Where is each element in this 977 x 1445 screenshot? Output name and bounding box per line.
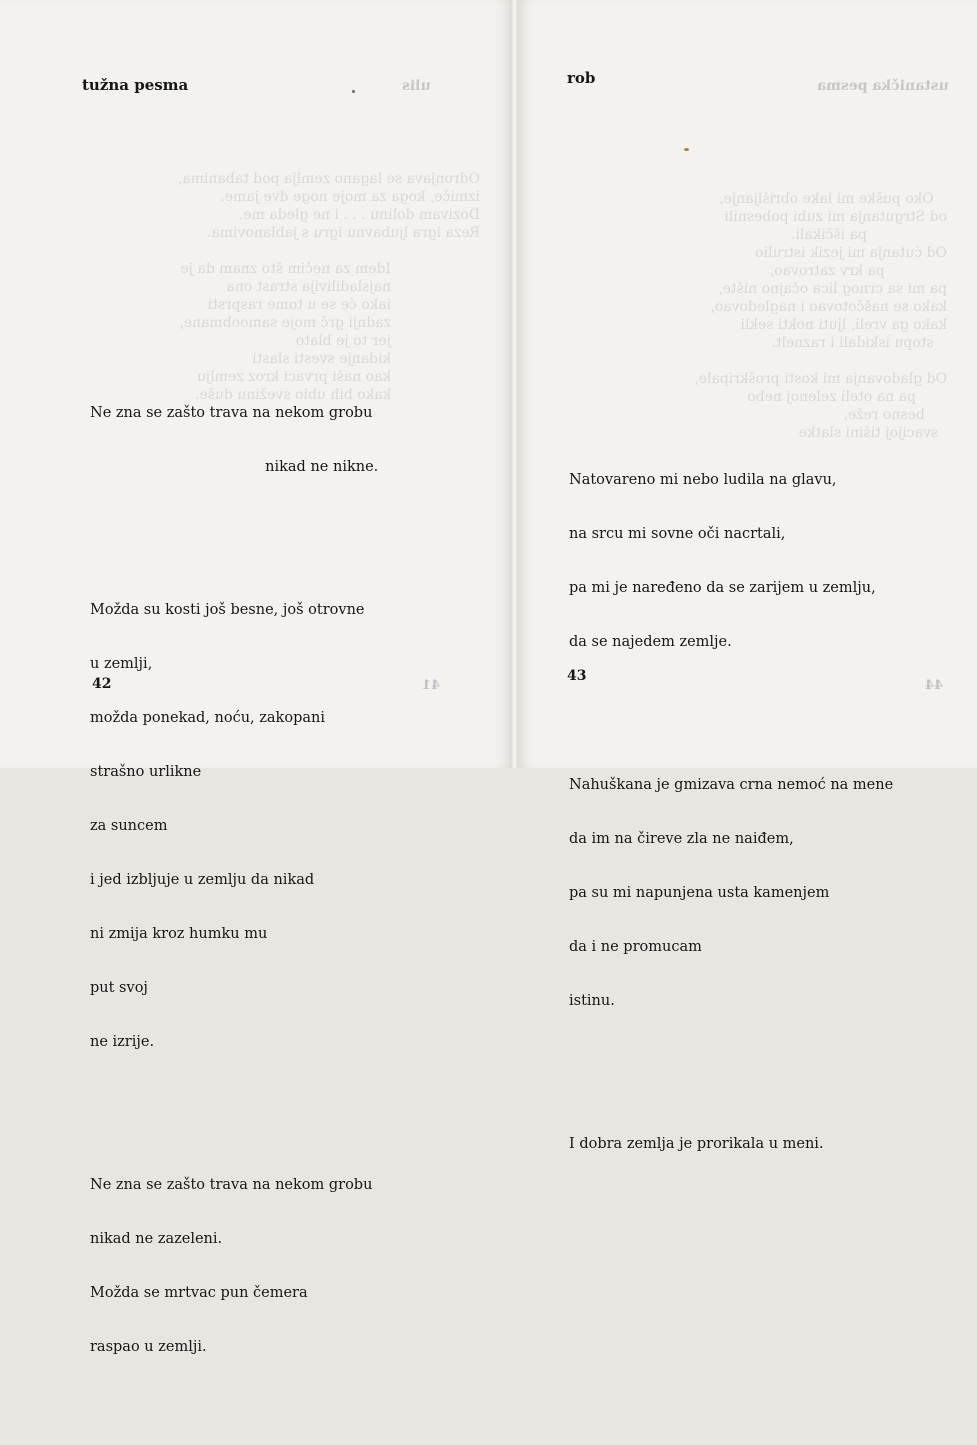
poem-line: u zemlji, bbox=[90, 656, 153, 672]
poem-title: rob bbox=[567, 69, 596, 87]
page-number: 42 bbox=[92, 676, 112, 692]
page-number: 43 bbox=[567, 668, 587, 684]
poem-line: I dobra zemlja je prorikala u meni. bbox=[569, 1136, 824, 1152]
stanza-3 bbox=[569, 1099, 893, 1189]
stanza-2 bbox=[569, 740, 893, 1046]
poem-line: da im na čireve zla ne naiđem, bbox=[569, 831, 794, 847]
poem-line: na srcu mi sovne oči nacrtali, bbox=[569, 526, 786, 542]
right-page bbox=[517, 0, 977, 1152]
poem-line: Ne zna se zašto trava na nekom grobu bbox=[90, 1177, 373, 1193]
poem-line: istinu. bbox=[569, 993, 615, 1009]
stanza-3 bbox=[90, 1140, 378, 1392]
poem-line: nikad ne zazeleni. bbox=[90, 1231, 223, 1247]
poem-line: Nahuškana je gmizava crna nemoć na mene bbox=[569, 777, 894, 793]
poem-line: strašno urlikne bbox=[90, 764, 202, 780]
poem-line: Ne zna se zašto trava na nekom grobu bbox=[90, 405, 373, 421]
poem-line: ni zmija kroz humku mu bbox=[90, 926, 268, 942]
show-through-title-right: ustanička pesma bbox=[817, 78, 949, 94]
poem-line: raspao u zemlji. bbox=[90, 1339, 207, 1355]
poem-line: da se najedem zemlje. bbox=[569, 634, 732, 650]
poem-line: i jed izbljuje u zemlju da nikad bbox=[90, 872, 315, 888]
show-through-number-left: 41 bbox=[422, 678, 441, 693]
stanza-1 bbox=[90, 368, 378, 512]
poem-line: nikad ne nikne. bbox=[90, 459, 379, 475]
paper-speck bbox=[352, 90, 355, 93]
show-through-title-left: ulis bbox=[402, 78, 431, 94]
poem-line: možda ponekad, noću, zakopani bbox=[90, 710, 325, 726]
show-through-text-right: Oko puške mi lake obrišljanje, od Strgutanja mi zubi pobesnili pa iščikali. Od ćutanja mi jezik istrulio pa krv zatrovao, pa mi sa crnog lica očajno nište, kako se naščotovao i nagledovao, kako ga vreli, ljuti nokti sekli stopu iskidali i raznelt. Od gladovanja mi kosti proškripale, pa na oteli zelenoj nebo besno reže, svacijoj tišini slatke bbox=[694, 191, 947, 441]
poem-line: pa su mi napunjena usta kamenjem bbox=[569, 885, 830, 901]
show-through-number-right: 44 bbox=[925, 678, 944, 693]
show-through-text-left: Odronjava se lagano zemlja pod tabanima, izmiče, koga za moje noge dve jame. Dozivam dolinu . . . i ne gleda me. Reza igra ljubavnu igru s jablanovima. Idem za nečim što znam da je najsladilivija strast ona iako će se u tome rasprsti zadnji grč moje samoobmane, jer to je blato kidanje svesti slasti kao naši prvaci kroz zemlju kako bih ubio svežinu duše. bbox=[177, 171, 480, 403]
stanza-1 bbox=[569, 435, 893, 687]
poem-line: Možda se mrtvac pun čemera bbox=[90, 1285, 308, 1301]
poem-line: put svoj bbox=[90, 980, 148, 996]
left-page bbox=[0, 0, 512, 1355]
paper-speck bbox=[684, 148, 689, 151]
poem-body bbox=[90, 332, 378, 1445]
stanza-2 bbox=[90, 565, 378, 1087]
poem-title: tužna pesma bbox=[82, 76, 189, 94]
poem-line: Natovareno mi nebo ludila na glavu, bbox=[569, 472, 837, 488]
poem-body bbox=[569, 399, 893, 1242]
poem-line: Možda su kosti još besne, još otrovne bbox=[90, 602, 365, 618]
poem-line: da i ne promucam bbox=[569, 939, 702, 955]
poem-line: pa mi je naređeno da se zarijem u zemlju, bbox=[569, 580, 876, 596]
poem-line: ne izrije. bbox=[90, 1034, 155, 1050]
poem-line: za suncem bbox=[90, 818, 168, 834]
